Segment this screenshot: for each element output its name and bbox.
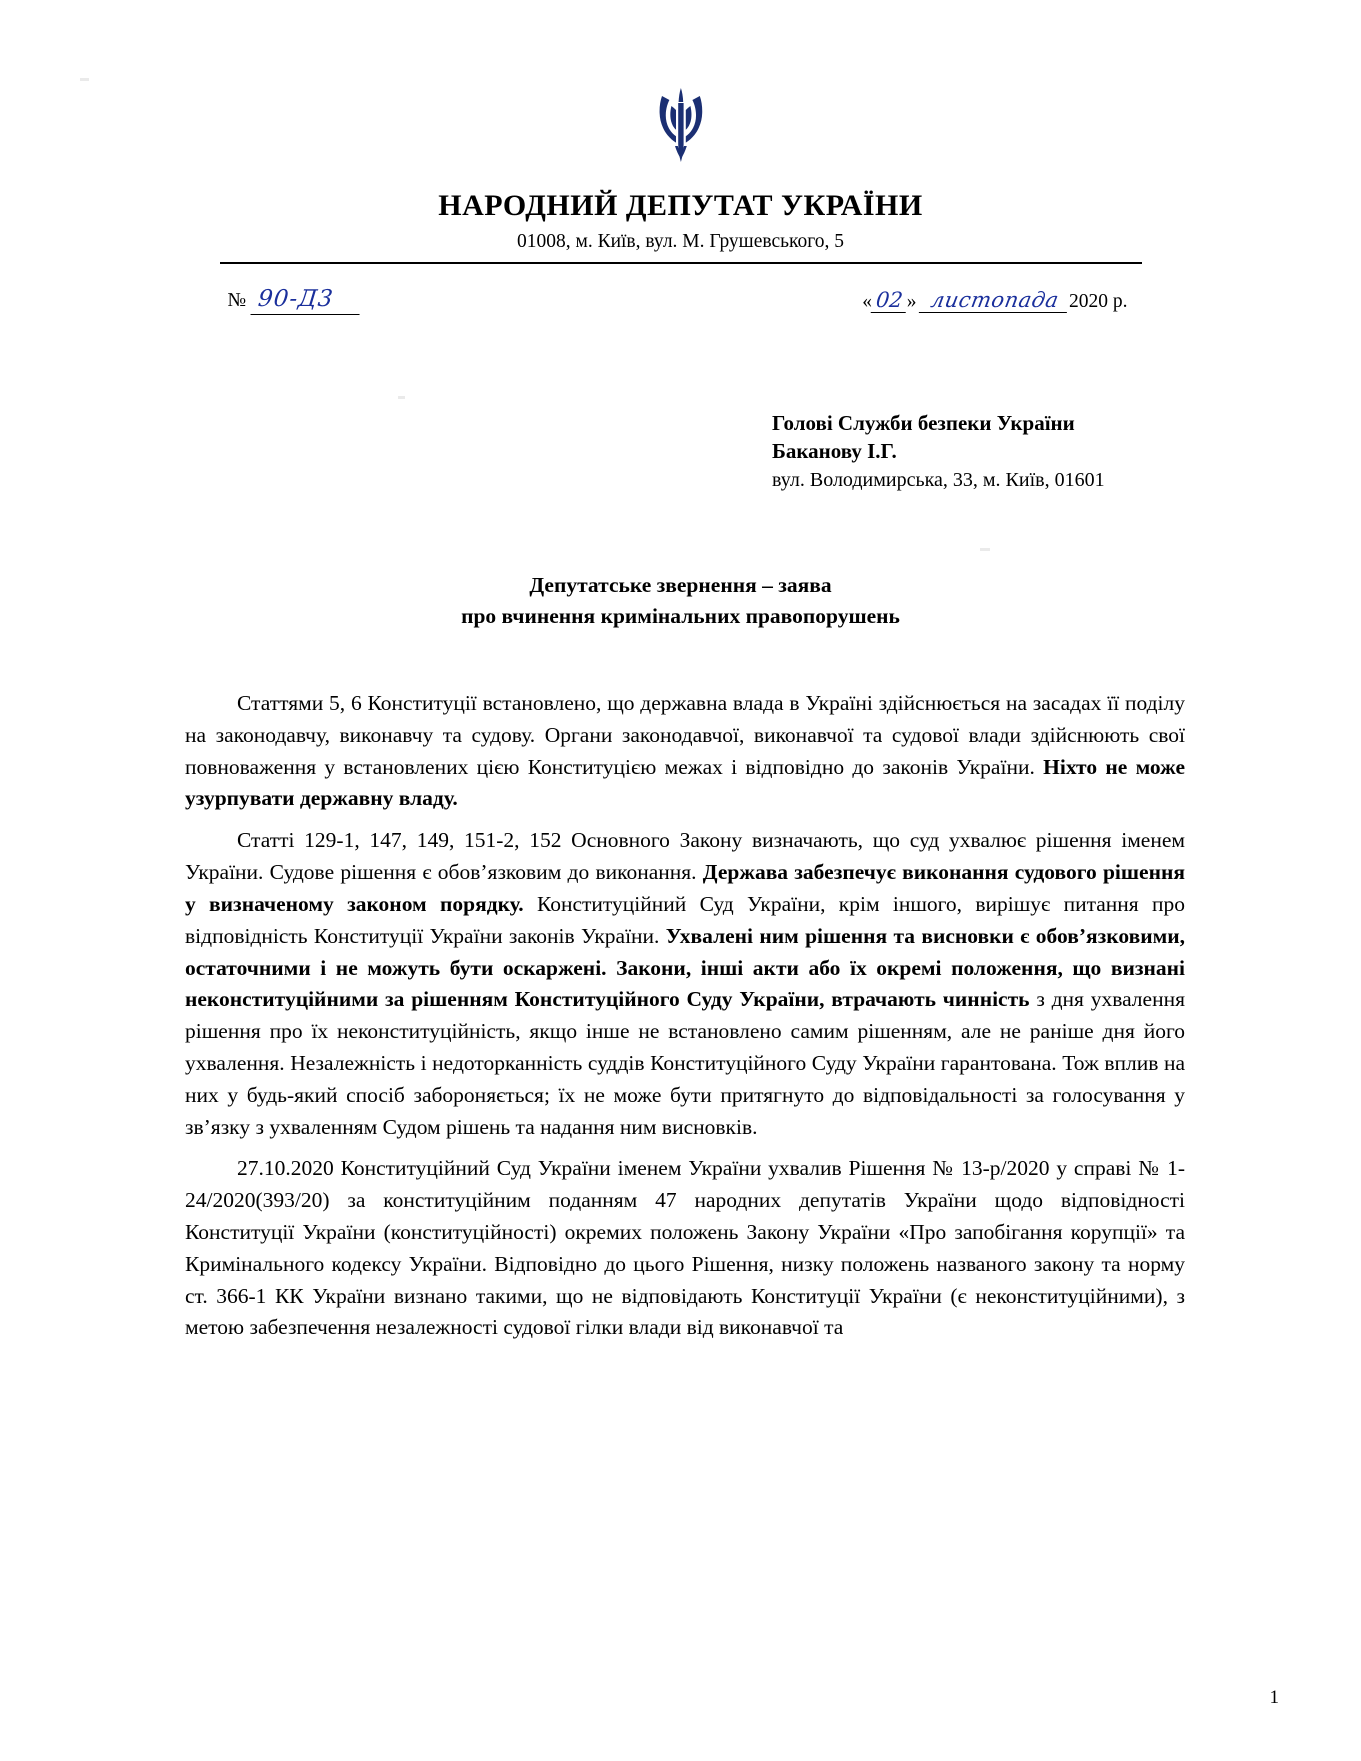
registration-date	[862, 288, 1127, 313]
addressee-line-2: Баканову І.Г.	[772, 438, 897, 463]
body-paragraph	[185, 1153, 1185, 1344]
body-text-run: 27.10.2020 Конституційний Суд України іменем України ухвалив Рішення № 13-р/2020 у справі № 1-24/2020(393/20) за конституційним поданням 47 народних депутатів України щодо відповідності Конституції України (конституційності) окремих положень Закону України «Про запобігання корупції» та Кримінального кодексу України. Відповідно до цього Рішення, низку положень названого закону та норму ст. 366-1 КК України визнано такими, що не відповідають Конституції України (є неконституційними), з метою забезпечення незалежності судової гілки влади від виконавчої та	[185, 1156, 1185, 1340]
registration-number	[228, 286, 362, 315]
body-text-run: Конституційний Суд України, крім іншого, вирішує питання про відповідність Конституції України законів України.	[185, 891, 1186, 948]
addressee-line-3: вул. Володимирська, 33, м. Київ, 01601	[772, 469, 1105, 492]
header-divider	[220, 262, 1142, 264]
document-body	[185, 688, 1185, 1344]
number-symbol: №	[227, 290, 247, 311]
scan-artifact	[80, 78, 89, 81]
document-title-line-2: про вчинення кримінальних правопорушень	[461, 604, 900, 629]
date-close-quote: »	[906, 291, 917, 312]
addressee-line-1: Голові Служби безпеки України	[772, 411, 1075, 435]
registration-number-value: 90-Д3	[251, 286, 363, 315]
body-text-run: Статті 129-1, 147, 149, 151-2, 152 Основного Закону визначають, що суд ухвалює рішення іменем України. Судове рішення є обов’язковим до виконання.	[185, 828, 1185, 885]
body-text-run: з дня ухвалення рішення про їх неконституційність, якщо інше не встановлено самим рішенням, але не раніше дня його ухвалення. Незалежність і недоторканність суддів Конституційного Суду України гарантована. Тож вплив на них у будь-який спосіб забороняється; їх не може бути притягнуто до відповідальності за голосування у зв’язку з ухваленням Судом рішень та надання ним висновків.	[185, 987, 1185, 1139]
organization-title: НАРОДНИЙ ДЕПУТАТ УКРАЇНИ	[438, 189, 923, 222]
ukraine-trident-emblem	[653, 86, 709, 168]
date-day-value: 02	[871, 288, 908, 313]
emblem-container	[0, 0, 1361, 173]
date-year-value: 2020 р.	[1069, 291, 1128, 312]
body-text-run: Статтями 5, 6 Конституції встановлено, що державна влада в Україні здійснюється на засадах її поділу на законодавчу, виконавчу та судову. Органи законодавчої, виконавчої та судової влади здійснюють свої повноваження у встановлених цією Конституцією межах і відповідно до законів України.	[185, 691, 1185, 779]
addressee-block	[772, 410, 1242, 494]
page-number: 1	[1269, 1687, 1279, 1708]
body-paragraph	[185, 825, 1185, 1143]
scan-artifact	[980, 548, 990, 551]
date-month-value: листопада	[919, 288, 1071, 313]
emphasized-text: Держава забезпечує виконання судового рішення у визначеному законом порядку.	[185, 860, 1185, 916]
body-paragraph	[185, 688, 1185, 815]
organization-address: 01008, м. Київ, вул. М. Грушевського, 5	[516, 231, 844, 252]
registration-row	[220, 286, 1142, 326]
document-title	[0, 570, 1361, 632]
scan-artifact	[398, 396, 405, 399]
date-open-quote: «	[862, 291, 873, 312]
emphasized-text: Ніхто не може узурпувати державну владу.	[185, 754, 1185, 811]
document-title-line-1: Депутатське звернення – заява	[529, 573, 832, 597]
emphasized-text: Ухвалені ним рішення та висновки є обов’язковими, остаточними і не можуть бути оскаржені. Закони, інші акти або їх окремі положення, що визнані неконституційними за рішенням Конституційного Суду України, втрачають чинність	[185, 923, 1185, 1012]
